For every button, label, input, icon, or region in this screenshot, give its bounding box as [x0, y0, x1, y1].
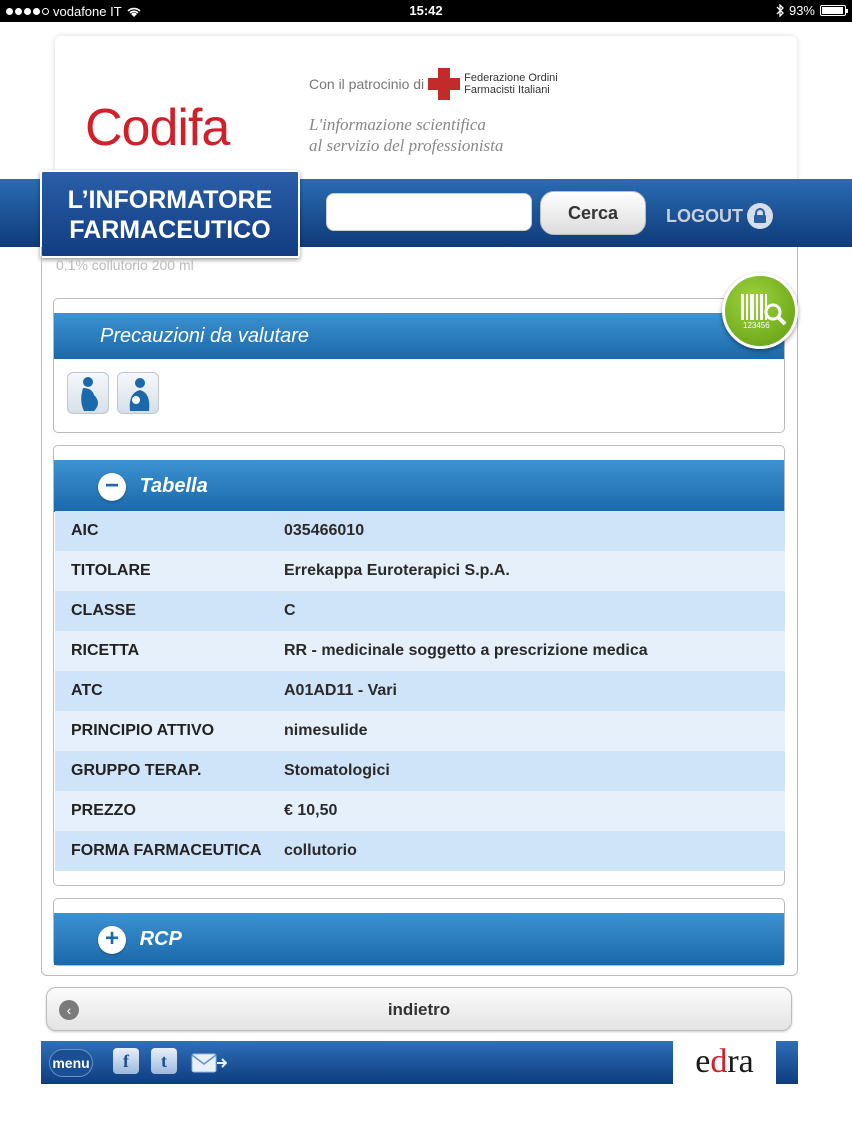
mail-share-icon[interactable]	[191, 1053, 227, 1073]
row-key: PRINCIPIO ATTIVO	[71, 722, 215, 739]
federation-name	[464, 72, 558, 96]
barcode-scanner-button[interactable]	[722, 273, 798, 349]
expand-icon: +	[98, 926, 126, 954]
back-label: indietro	[387, 1000, 451, 1019]
rcp-title: RCP	[139, 928, 182, 950]
row-value: nimesulide	[284, 722, 368, 739]
search-input[interactable]	[326, 193, 532, 231]
row-value: € 10,50	[284, 802, 338, 819]
bluetooth-icon	[776, 4, 784, 17]
table-row	[55, 631, 785, 671]
brand-line1: L’INFORMATORE	[67, 186, 273, 214]
collapse-icon: −	[98, 473, 126, 501]
table-row	[55, 711, 785, 751]
carrier-name: vodafone IT	[53, 4, 122, 19]
pharmacist-cross-icon	[428, 68, 460, 100]
rcp-header[interactable]	[54, 913, 784, 965]
row-key: FORMA FARMACEUTICA	[71, 842, 262, 859]
table-row	[55, 591, 785, 631]
status-bar	[0, 0, 852, 22]
precautions-title: Precauzioni da valutare	[100, 325, 310, 347]
brand-line2: FARMACEUTICO	[69, 216, 271, 244]
back-arrow-icon: ‹	[59, 1000, 79, 1020]
barcode-number: 123456	[743, 321, 770, 330]
product-description-partial: 0,1% collutorio 200 ml	[56, 257, 194, 271]
table-row	[55, 791, 785, 831]
logout-button[interactable]	[666, 203, 773, 229]
tagline-line1: L'informazione scientifica	[309, 115, 486, 134]
logout-label: LOGOUT	[666, 205, 743, 226]
twitter-icon[interactable]: t	[151, 1048, 177, 1074]
battery-info	[776, 3, 846, 18]
battery-percent: 93%	[788, 3, 815, 18]
tagline	[309, 114, 503, 156]
brand-logo[interactable]	[40, 170, 300, 258]
row-key: CLASSE	[71, 602, 136, 619]
table-row	[55, 831, 785, 871]
federation-line1: Federazione Ordini	[464, 72, 558, 84]
tabella-header[interactable]	[54, 460, 784, 512]
edra-logo-part: ra	[727, 1043, 754, 1080]
federation-line2: Farmacisti Italiani	[464, 84, 550, 96]
data-table	[55, 511, 785, 871]
row-key: GRUPPO TERAP.	[71, 762, 202, 779]
barcode-icon	[725, 276, 795, 346]
rcp-section	[53, 898, 785, 966]
row-value: A01AD11 - Vari	[284, 682, 397, 699]
header-card	[55, 36, 797, 186]
row-value: collutorio	[284, 842, 357, 859]
row-key: ATC	[71, 682, 103, 699]
row-value: Stomatologici	[284, 762, 390, 779]
edra-logo[interactable]	[673, 1041, 776, 1084]
tabella-title: Tabella	[139, 475, 208, 497]
tagline-line2: al servizio del professionista	[309, 136, 504, 155]
row-key: AIC	[71, 522, 99, 539]
row-value: C	[284, 602, 296, 619]
footer-bar	[41, 1041, 798, 1084]
facebook-icon[interactable]: f	[113, 1048, 139, 1074]
row-key: RICETTA	[71, 642, 140, 659]
lock-icon	[747, 203, 773, 229]
row-value: 035466010	[284, 522, 365, 539]
row-value: RR - medicinale soggetto a prescrizione medica	[284, 642, 648, 659]
row-key: TITOLARE	[71, 562, 151, 579]
breastfeeding-icon[interactable]	[117, 372, 159, 414]
table-row	[55, 511, 785, 551]
precautions-header	[54, 313, 784, 359]
battery-icon	[820, 5, 846, 16]
pregnancy-icon[interactable]	[67, 372, 109, 414]
table-row	[55, 751, 785, 791]
search-button[interactable]: Cerca	[540, 191, 646, 235]
precautions-section	[53, 298, 785, 433]
row-key: PREZZO	[71, 802, 136, 819]
edra-logo-part: e	[695, 1043, 711, 1080]
row-value: Errekappa Euroterapici S.p.A.	[284, 562, 510, 579]
codifa-logo-text: Codifa	[85, 99, 230, 157]
patronage-text: Con il patrocinio di	[309, 76, 425, 92]
clock: 15:42	[409, 3, 443, 18]
patronage	[309, 68, 558, 100]
table-row	[55, 671, 785, 711]
menu-button[interactable]: menu	[49, 1049, 93, 1077]
edra-logo-part: d	[710, 1043, 728, 1080]
table-row	[55, 551, 785, 591]
back-button[interactable]	[46, 987, 792, 1031]
